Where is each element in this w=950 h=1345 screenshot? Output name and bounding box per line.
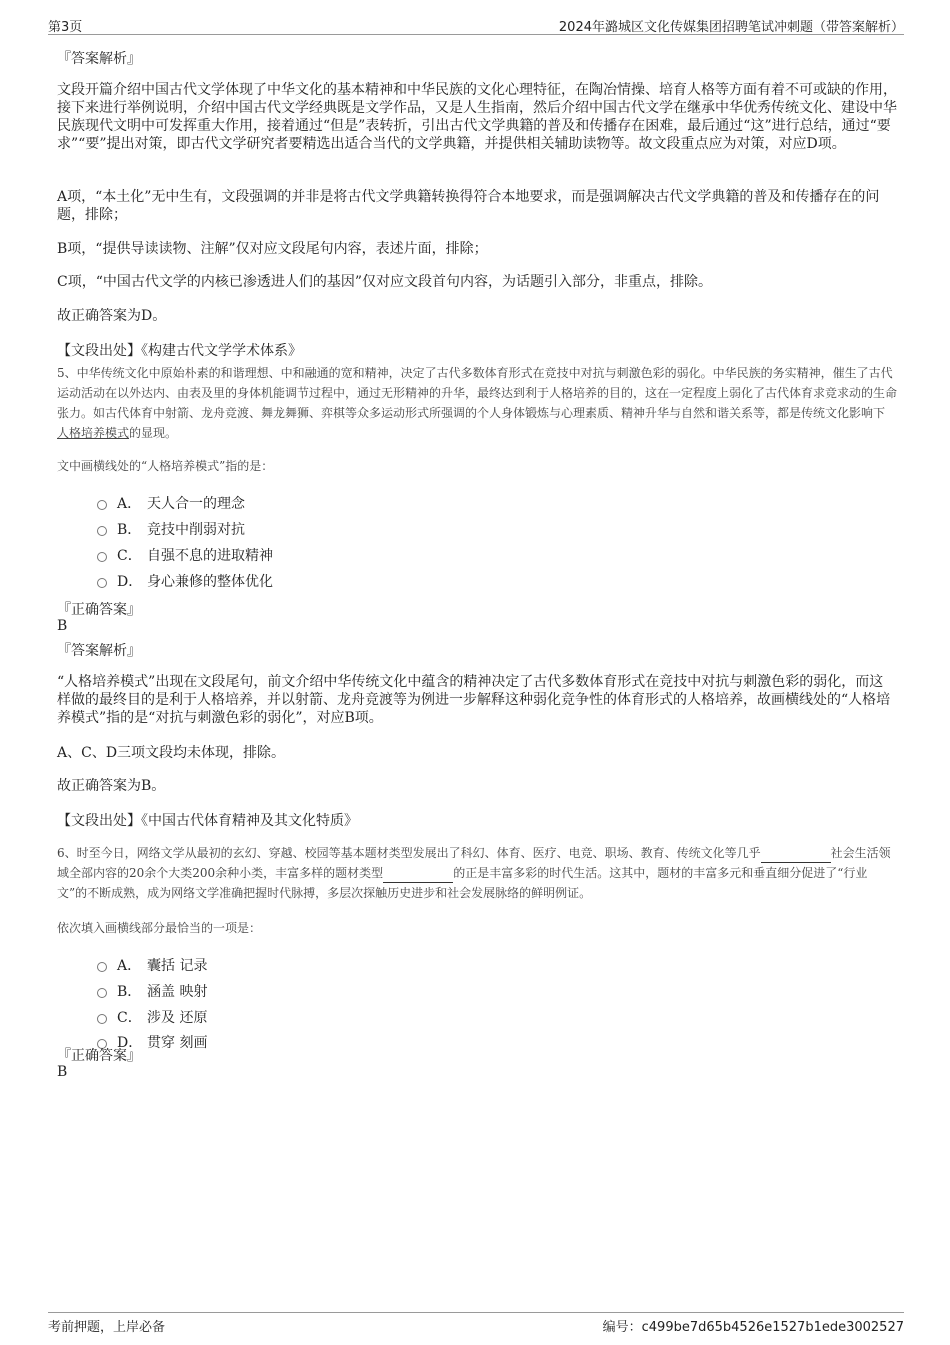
page-header bbox=[48, 14, 904, 35]
q6-question: 依次填入画横线部分最恰当的一项是： bbox=[57, 921, 262, 935]
q5-analysis: “人格培养模式”出现在文段尾句，前文介绍中华传统文化中蕴含的精神决定了古代多数体育形式在竞技中对抗与刺激色彩的弱化，而这样做的最终目的是利于人格培养，并以射箭、龙舟竞渡等为例进一步解释这种弱化竞争性的体育形式的人格培养，故画横线处的“人格培养模式”指的是“对抗与刺激色彩的弱化”，对应B项。 bbox=[57, 674, 891, 726]
q5-option-b[interactable]: B． 竞技中削弱对抗 bbox=[97, 519, 245, 539]
q5-stem-text: 5、中华传统文化中原始朴素的和谐理想、中和融通的宽和精神，决定了古代多数体育形式在竞技中对抗与刺激色彩的弱化。中华民族的务实精神，催生了古代运动活动在以外达内、由表及里的身体机能调节过程中，通过无形精神的升华，最终达到利于人格培养的目的，这在一定程度上弱化了古代体育求竞求动的生命张力。如古代体育中射箭、龙舟竞渡、舞龙舞狮、弈棋等众多运动形式所强调的个人身体锻炼与心理素质、精神升华与自然和谐关系等，都是传统文化影响下 bbox=[57, 366, 898, 420]
q6-answer-label: 『正确答案』 bbox=[57, 1048, 141, 1064]
q5-question: 文中画横线处的“人格培养模式”指的是： bbox=[57, 459, 274, 473]
radio-icon[interactable] bbox=[97, 552, 107, 562]
q5-stem bbox=[57, 363, 897, 443]
q5-stem-end: 的显现。 bbox=[129, 426, 178, 440]
q4-option-b-analysis: B项，“提供导读读物、注解”仅对应文段尾句内容，表述片面，排除； bbox=[57, 241, 488, 257]
q5-others: A、C、D三项文段均未体现，排除。 bbox=[57, 745, 286, 761]
q4-analysis-label: 『答案解析』 bbox=[57, 51, 141, 67]
q6-option-d[interactable]: D． 贯穿 刻画 bbox=[97, 1032, 207, 1052]
q5-answer: B bbox=[57, 618, 68, 634]
radio-icon[interactable] bbox=[97, 526, 107, 536]
q6-stem: 6、时至今日，网络文学从最初的玄幻、穿越、校园等基本题材类型发展出了科幻、体育、医疗、电竞、职场、教育、传统文化等几乎 社会生活领域全部内容的20余个大类200余种小类，丰富多样的题材类型 的正是丰富多彩的时代生活。这其中，题材的丰富多元和垂直细分促进了“行业文”的不断成熟，成为网络文学准确把握时代脉搏，多层次探触历史进步和社会发展脉络的鲜明例证。 bbox=[57, 846, 891, 900]
radio-icon[interactable] bbox=[97, 962, 107, 972]
page-footer bbox=[48, 1312, 904, 1335]
footer-serial: 编号：c499be7d65b4526e1527b1ede3002527 bbox=[602, 1320, 904, 1335]
radio-icon[interactable] bbox=[97, 988, 107, 998]
footer-slogan: 考前押题，上岸必备 bbox=[48, 1320, 166, 1335]
q6-option-c[interactable]: C． 涉及 还原 bbox=[97, 1007, 207, 1027]
q4-option-a-analysis: A项，“本土化”无中生有，文段强调的并非是将古代文学典籍转换得符合本地要求，而是强调解决古代文学典籍的普及和传播存在的问题，排除； bbox=[57, 189, 880, 223]
q4-source: 【文段出处】《构建古代文学学术体系》 bbox=[57, 343, 302, 359]
q5-source: 【文段出处】《中国古代体育精神及其文化特质》 bbox=[57, 813, 358, 829]
radio-icon[interactable] bbox=[97, 578, 107, 588]
q4-option-c-analysis: C项，“中国古代文学的内核已渗透进人们的基因”仅对应文段首句内容，为话题引入部分，非重点，排除。 bbox=[57, 274, 713, 290]
page-number: 第3页 bbox=[48, 20, 83, 35]
q5-underlined-term: 人格培养模式 bbox=[57, 426, 130, 440]
q6-option-b[interactable]: B． 涵盖 映射 bbox=[97, 981, 207, 1001]
q6-blank-1 bbox=[761, 848, 831, 863]
radio-icon[interactable] bbox=[97, 500, 107, 510]
q5-analysis-label: 『答案解析』 bbox=[57, 643, 141, 659]
q5-conclusion: 故正确答案为B。 bbox=[57, 778, 166, 794]
q5-option-a[interactable]: A． 天人合一的理念 bbox=[97, 493, 245, 513]
q6-answer: B bbox=[57, 1064, 68, 1080]
q6-blank-2 bbox=[383, 868, 453, 883]
q5-option-c[interactable]: C． 自强不息的进取精神 bbox=[97, 545, 273, 565]
radio-icon[interactable] bbox=[97, 1014, 107, 1024]
q5-answer-label: 『正确答案』 bbox=[57, 602, 141, 618]
q6-option-a[interactable]: A． 囊括 记录 bbox=[97, 955, 207, 975]
q4-analysis: 文段开篇介绍中国古代文学体现了中华文化的基本精神和中华民族的文化心理特征，在陶冶情操、培育人格等方面有着不可或缺的作用，接下来进行举例说明，介绍中国古代文学经典既是文学作品，又是人生指南，然后介绍中国古代文学在继承中华优秀传统文化、建设中华民族现代文明中可发挥重大作用，接着通过“但是”表转折，引出古代文学典籍的普及和传播存在困难，最后通过“这”进行总结，通过“要求”“要”提出对策，即古代文学研究者要精选出适合当代的文学典籍，并提供相关辅助读物等。故文段重点应为对策，对应D项。 bbox=[57, 82, 897, 152]
q5-option-d[interactable]: D． 身心兼修的整体优化 bbox=[97, 571, 273, 591]
q4-conclusion: 故正确答案为D。 bbox=[57, 308, 167, 324]
document-title: 2024年潞城区文化传媒集团招聘笔试冲刺题（带答案解析） bbox=[558, 20, 904, 35]
